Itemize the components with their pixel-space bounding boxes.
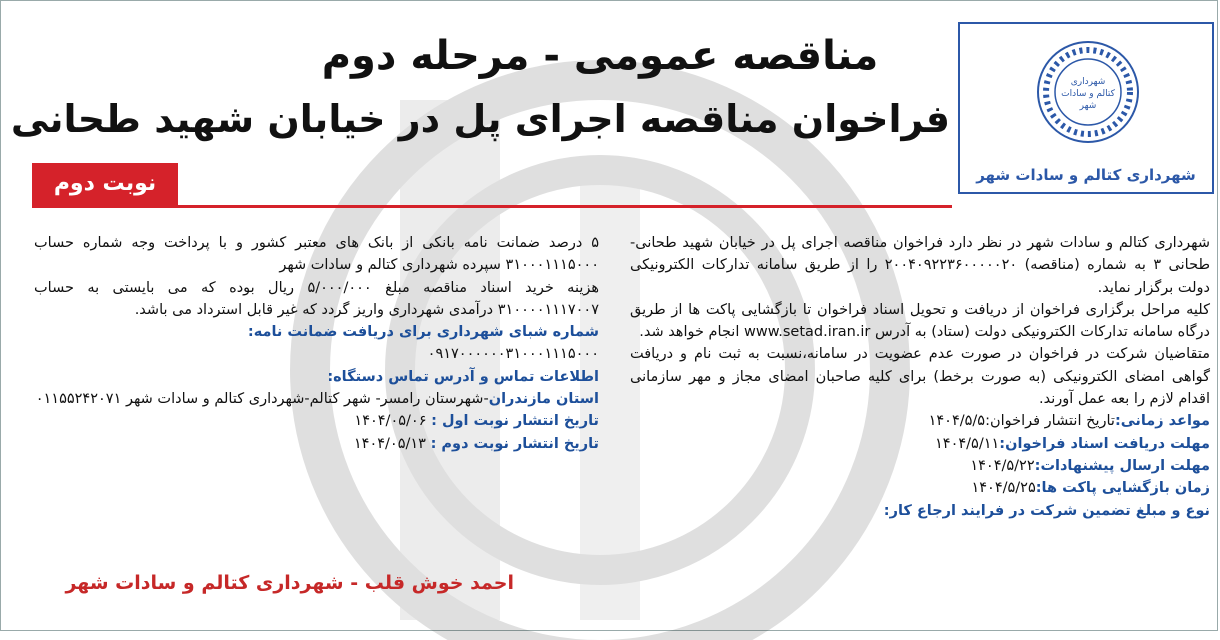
address-text: -شهرستان رامسر- شهر کتالم-شهرداری کتالم و سادات شهر ۰۱۱۵۵۲۴۲۰۷۱ [35,391,489,408]
first-publication-row [34,410,599,432]
municipality-logo-box [958,22,1214,194]
right-column [630,232,1210,522]
guarantee-heading: نوع و مبلغ تضمین شرکت در فرایند ارجاع کار: [883,502,1210,519]
date-row [630,433,1210,455]
date-row [630,410,1210,432]
headline-tender-stage: مناقصه عمومی - مرحله دوم [321,33,879,79]
document-fee-paragraph: هزینه خرید اسناد مناقصه مبلغ ۵/۰۰۰/۰۰۰ ریال بوده که می بایستی به حساب ۳۱۰۰۰۰۱۱۱۷۰۰۷ درآمدی شهرداری واریز گردد که غیر قابل استرداد می باشد. [34,279,600,318]
red-divider [32,205,952,208]
sheba-heading: شماره شبای شهرداری برای دریافت ضمانت نامه: [247,324,599,341]
date-label: مهلت دریافت اسناد فراخوان: [999,435,1210,452]
first-publication-date: ۱۴۰۴/۰۵/۰۶ [354,413,427,430]
date-label: زمان بازگشایی پاکت ها: [1035,480,1210,497]
procedure-end: انجام خواهد شد. [639,324,740,341]
address-label: استان مازندران [488,391,599,408]
svg-text:کتالم و سادات: کتالم و سادات [1061,89,1115,99]
date-value: ۱۴۰۴/۵/۲۵ [971,480,1036,497]
second-publication-badge: نوبت دوم [32,163,178,205]
procedure-paragraph [630,299,1210,344]
address-paragraph [34,388,599,410]
logo-caption: شهرداری کتالم و سادات شهر [976,166,1196,184]
date-value: تاریخ انتشار فراخوان:۱۴۰۴/۵/۵ [928,413,1115,430]
guarantee-paragraph: ۵ درصد ضمانت نامه بانکی از بانک های معتبر کشور و با پرداخت وجه شماره حساب ۳۱۰۰۰۱۱۱۵۰۰۰ سپرده شهرداری کتالم و سادات شهر [34,235,599,274]
headline-bridge-project: فراخوان مناقصه اجرای پل در خیابان شهید طحانی [10,97,950,141]
intro-paragraph: شهرداری کتالم و سادات شهر در نظر دارد فراخوان مناقصه اجرای پل در خیابان شهید طحانی-طحانی ۳ به شماره (مناقصه) ۲۰۰۴۰۹۲۲۳۶۰۰۰۰۰۲۰ را از طریق سامانه تدارکات الکترونیکی دولت برگزار نماید. [630,235,1210,296]
date-label: مهلت ارسال پیشنهادات: [1034,457,1210,474]
first-publication-label: تاریخ انتشار نوبت اول : [431,413,599,430]
sheba-number: ۰۹۱۷۰۰۰۰۰۰۳۱۰۰۰۱۱۱۵۰۰۰ [427,346,599,363]
svg-text:شهر: شهر [1079,101,1097,111]
date-value: ۱۴۰۴/۵/۲۲ [970,457,1035,474]
date-row [630,455,1210,477]
date-value: ۱۴۰۴/۵/۱۱ [935,435,1000,452]
signature: احمد خوش قلب - شهرداری کتالم و سادات شهر [65,572,514,594]
date-row [630,477,1210,499]
second-publication-date: ۱۴۰۴/۰۵/۱۳ [353,435,426,452]
date-label: مواعد زمانی: [1114,413,1210,430]
contact-heading: اطلاعات تماس و آدرس تماس دستگاه: [327,368,599,385]
registration-paragraph: متقاضیان شرکت در فراخوان در صورت عدم عضویت در سامانه،نسبت به ثبت نام و دریافت گواهی امضای الکترونیکی (به صورت برخط) برای کلیه صاحبان امضای مجاز و مهر سازمانی اقدام لازم را بعه عمل آورند. [630,346,1210,408]
setad-url-link[interactable]: www.setad.iran.ir [743,324,871,341]
left-column [34,232,599,455]
procedure-text: کلیه مراحل برگزاری فراخوان از دریافت و تحویل اسناد فراخوان تا بازگشایی پاکت ها از طریق درگاه سامانه تدارکات الکترونیکی دولت (ستاد) به آدرس [630,301,1210,341]
second-publication-label: تاریخ انتشار نوبت دوم : [430,435,599,452]
municipality-emblem-icon [1018,32,1158,152]
svg-text:شهرداری: شهرداری [1070,77,1106,87]
second-publication-row [34,433,599,455]
